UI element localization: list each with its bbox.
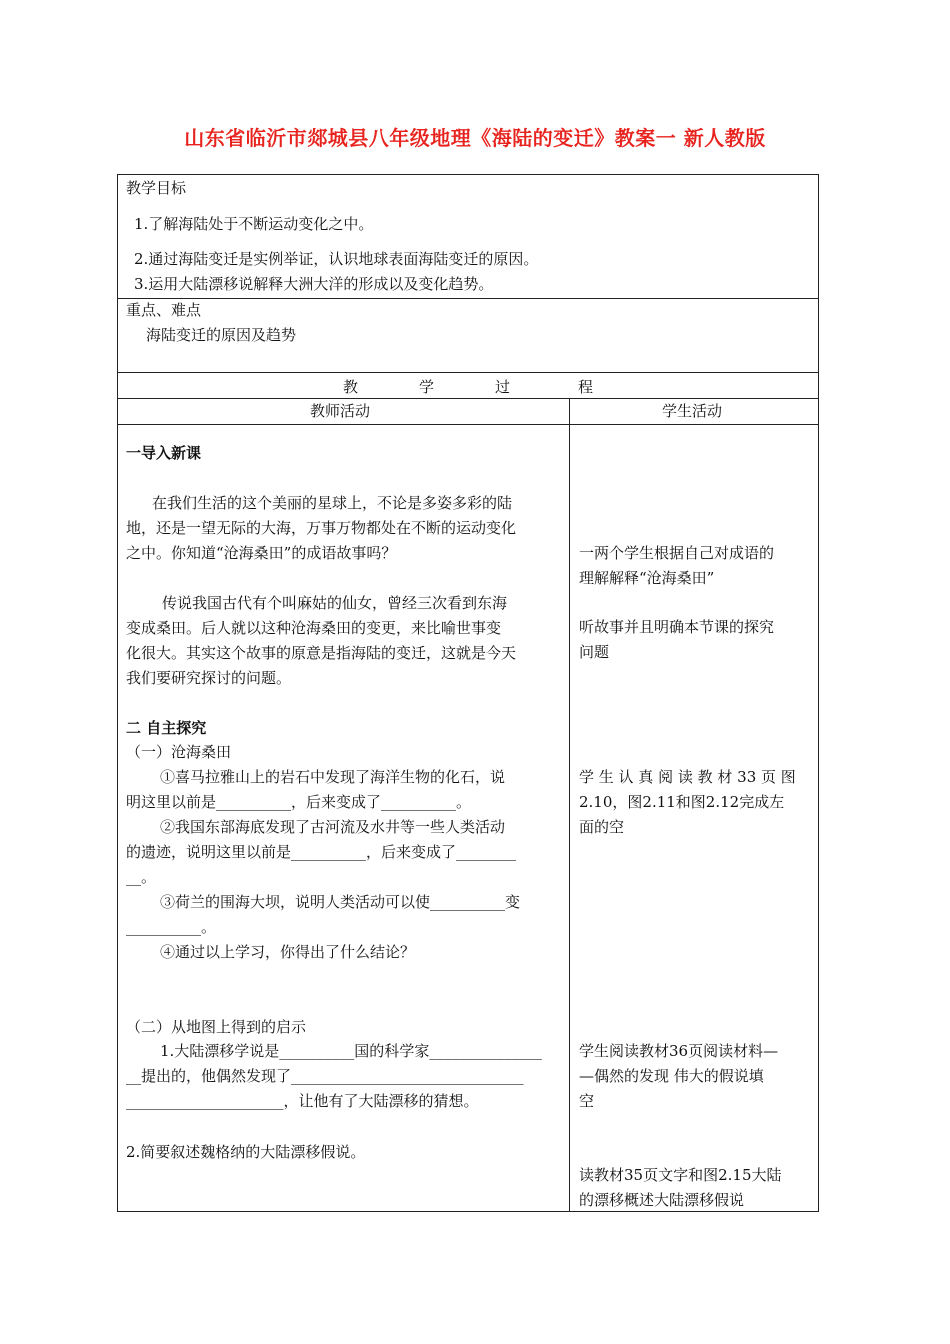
text-line: 2.10，图2.11和图2.12完成左 (579, 793, 785, 811)
question-5 (126, 1039, 566, 1114)
student-activity-header: 学生活动 (662, 402, 723, 420)
text-line: ①喜马拉雅山上的岩石中发现了海洋生物的化石，说 (160, 768, 506, 786)
row-divider (117, 424, 819, 425)
teacher-activity-header: 教师活动 (310, 402, 371, 420)
student-activity-3 (579, 765, 815, 840)
intro-paragraph (126, 491, 566, 566)
text-line: 地，还是一望无际的大海，万事万物都处在不断的运动变化 (126, 519, 517, 537)
text-line: —偶然的发现 伟大的假说填 (579, 1067, 764, 1085)
column-divider (569, 398, 570, 1212)
objective-item: 1.了解海陆处于不断运动变化之中。 (134, 215, 374, 233)
text-line: 理解解释“沧海桑田” (579, 569, 715, 587)
text-line: 学 生 认 真 阅 读 教 材 33 页 图 (579, 768, 796, 786)
text-line: 面的空 (579, 818, 625, 836)
text-line: 读教材35页文字和图2.15大陆 (579, 1166, 782, 1184)
text-line: __________。 (126, 918, 217, 936)
row-divider (117, 372, 819, 373)
text-line: 我们要研究探讨的问题。 (126, 669, 292, 687)
section-title: 二 自主探究 (126, 719, 207, 737)
section-title: 一导入新课 (126, 444, 202, 462)
text-line: 传说我国古代有个叫麻姑的仙女，曾经三次看到东海 (162, 594, 508, 612)
text-line: 1.大陆漂移学说是__________国的科学家_______________ (160, 1042, 542, 1060)
text-line: __。 (126, 868, 157, 886)
process-char: 过 (495, 378, 511, 396)
subsection-title: （二）从地图上得到的启示 (126, 1018, 307, 1036)
text-line: _____________________，让他有了大陆漂移的猜想。 (126, 1092, 479, 1110)
text-line: 空 (579, 1092, 595, 1110)
process-char: 程 (578, 378, 594, 396)
key-points-heading: 重点、难点 (126, 301, 202, 319)
subsection-title: （一）沧海桑田 (126, 743, 232, 761)
text-line: __提出的，他偶然发现了_______________________________ (126, 1067, 524, 1085)
text-line: 在我们生活的这个美丽的星球上，不论是多姿多彩的陆 (152, 494, 513, 512)
student-activity-1 (579, 541, 815, 591)
student-activity-4 (579, 1039, 815, 1114)
text-line: ③荷兰的围海大坝，说明人类活动可以使__________变 (160, 893, 521, 911)
objective-item: 3.运用大陆漂移说解释大洲大洋的形成以及变化趋势。 (134, 275, 494, 293)
question-3 (126, 890, 566, 940)
key-points-content: 海陆变迁的原因及趋势 (146, 326, 297, 344)
text-line: 的漂移概述大陆漂移假说 (579, 1191, 745, 1209)
question-1 (126, 765, 566, 815)
text-line: 之中。你知道“沧海桑田”的成语故事吗？ (126, 544, 397, 562)
process-char: 教 (343, 378, 359, 396)
text-line: 问题 (579, 643, 610, 661)
text-line: ②我国东部海底发现了古河流及水井等一些人类活动 (160, 818, 506, 836)
row-divider (117, 298, 819, 299)
text-line: 变成桑田。后人就以这种沧海桑田的变更，来比喻世事变 (126, 619, 502, 637)
student-activity-2 (579, 615, 815, 665)
document-title: 山东省临沂市郯城县八年级地理《海陆的变迁》教案一 新人教版 (184, 126, 766, 150)
question-6: 2.简要叙述魏格纳的大陆漂移假说。 (126, 1143, 366, 1161)
process-char: 学 (419, 378, 435, 396)
text-line: 听故事并且明确本节课的探究 (579, 618, 775, 636)
question-2 (126, 815, 566, 890)
objective-item: 2.通过海陆变迁是实例举证，认识地球表面海陆变迁的原因。 (134, 250, 539, 268)
text-line: 的遗迹，说明这里以前是__________，后来变成了________ (126, 843, 517, 861)
question-4: ④通过以上学习，你得出了什么结论？ (160, 943, 416, 961)
text-line: 化很大。其实这个故事的原意是指海陆的变迁，这就是今天 (126, 644, 517, 662)
row-divider (117, 398, 819, 399)
text-line: 一两个学生根据自己对成语的 (579, 544, 775, 562)
text-line: 学生阅读教材36页阅读材料— (579, 1042, 779, 1060)
student-activity-5 (579, 1163, 815, 1213)
text-line: 明这里以前是__________，后来变成了__________。 (126, 793, 472, 811)
objectives-heading: 教学目标 (126, 179, 187, 197)
story-paragraph (126, 591, 566, 691)
